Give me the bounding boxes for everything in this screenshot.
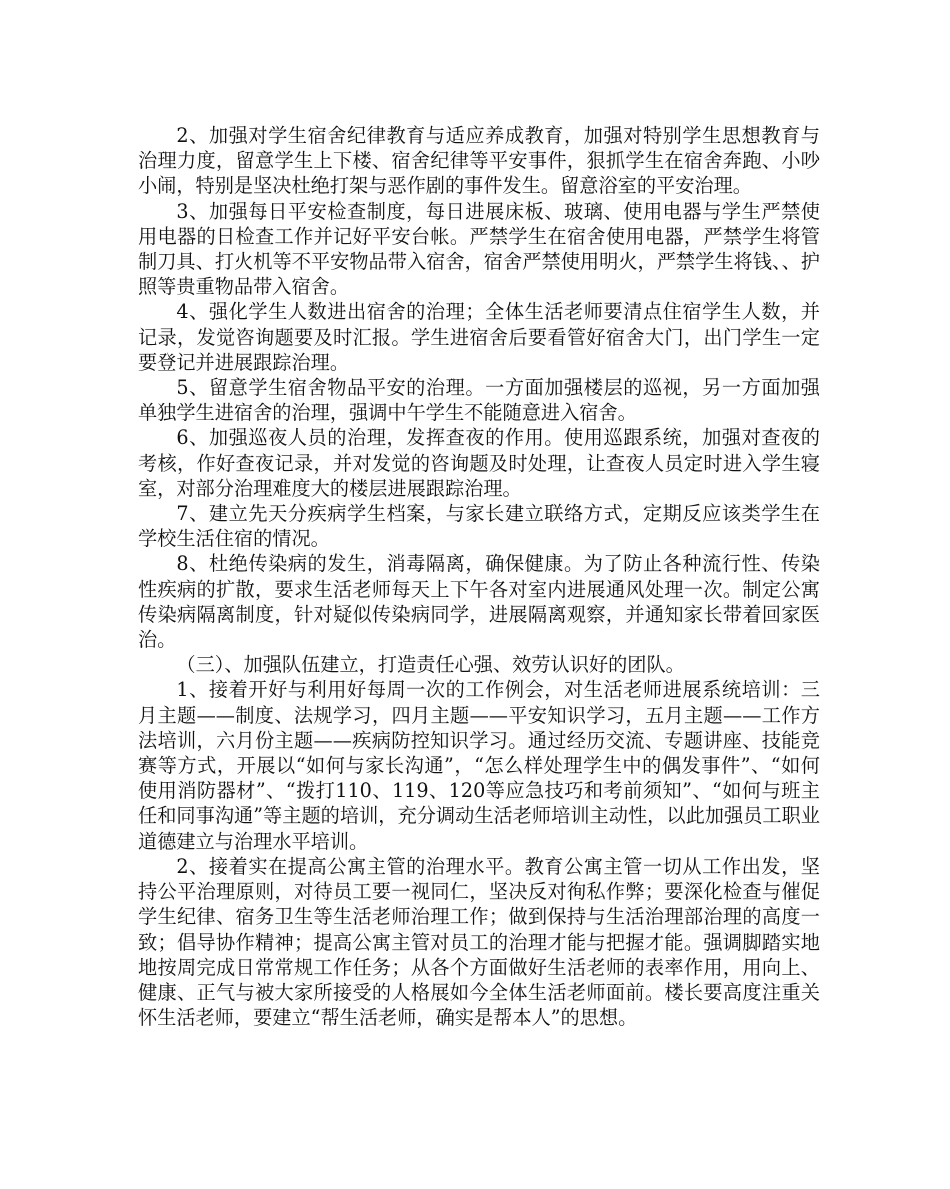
- paragraph-weekly-training: 1、接着开好与利用好每周一次的工作例会，对生活老师进展系统培训：三月主题——制度、法规学习，四月主题——平安知识学习，五月主题——工作方法培训，六月份主题——疾病防控知识学习。通过经历交流、专题讲座、技能竞赛等方式，开展以“如何与家长沟通”，“怎么样处理学生中的偶发事件”、“如何使用消防器材”、“拨打110、119、120等应急技巧和考前须知”、“如何与班主任和同事沟通”等主题的培训，充分调动生活老师培训主动性，以此加强员工职业道德建立与治理水平培训。: [138, 678, 820, 853]
- document-body: [138, 123, 820, 1030]
- paragraph-infection-control: 8、杜绝传染病的发生，消毒隔离，确保健康。为了防止各种流行性、传染性疾病的扩散，要求生活老师每天上下午各对室内进展通风处理一次。制定公寓传染病隔离制度，针对疑似传染病同学，进展隔离观察，并通知家长带着回家医治。: [138, 552, 820, 652]
- paragraph-daily-safety-check: 3、加强每日平安检查制度，每日进展床板、玻璃、使用电器与学生严禁使用电器的日检查工作并记好平安台帐。严禁学生在宿舍使用电器，严禁学生将管制刀具、打火机等不平安物品带入宿舍，宿舍严禁使用明火，严禁学生将钱、、护照等贵重物品带入宿舍。: [138, 199, 820, 299]
- paragraph-night-patrol: 6、加强巡夜人员的治理，发挥查夜的作用。使用巡跟系统，加强对查夜的考核，作好查夜记录，并对发觉的咨询题及时处理，让查夜人员定时进入学生寝室，对部分治理难度大的楼层进展跟踪治理。: [138, 426, 820, 500]
- paragraph-dormitory-discipline: 2、加强对学生宿舍纪律教育与适应养成教育，加强对特别学生思想教育与治理力度，留意学生上下楼、宿舍纪律等平安事件，狠抓学生在宿舍奔跑、小吵小闹，特别是坚决杜绝打架与恶作剧的事件发生。留意浴室的平安治理。: [138, 124, 820, 198]
- section-heading-team-building: （三）、加强队伍建立，打造责任心强、效劳认识好的团队。: [176, 653, 685, 677]
- paragraph-student-attendance: 4、强化学生人数进出宿舍的治理；全体生活老师要清点住宿学生人数，并记录，发觉咨询题要及时汇报。学生进宿舍后要看管好宿舍大门，出门学生一定要登记并进展跟踪治理。: [138, 300, 820, 374]
- paragraph-disease-records: 7、建立先天分疾病学生档案，与家长建立联络方式，定期反应该类学生在学校生活住宿的情况。: [138, 502, 820, 551]
- paragraph-property-safety: 5、留意学生宿舍物品平安的治理。一方面加强楼层的巡视，另一方面加强单独学生进宿舍的治理，强调中午学生不能随意进入宿舍。: [138, 376, 820, 425]
- paragraph-supervisor-management: 2、接着实在提高公寓主管的治理水平。教育公寓主管一切从工作出发，坚持公平治理原则，对待员工要一视同仁，坚决反对徇私作弊；要深化检查与催促学生纪律、宿务卫生等生活老师治理工作；做到保持与生活治理部治理的高度一致；倡导协作精神；提高公寓主管对员工的治理才能与把握才能。强调脚踏实地地按周完成日常常规工作任务；从各个方面做好生活老师的表率作用，用向上、健康、正气与被大家所接受的人格展如今全体生活老师面前。楼长要高度注重关怀生活老师，要建立“帮生活老师，确实是帮本人”的思想。: [138, 854, 820, 1030]
